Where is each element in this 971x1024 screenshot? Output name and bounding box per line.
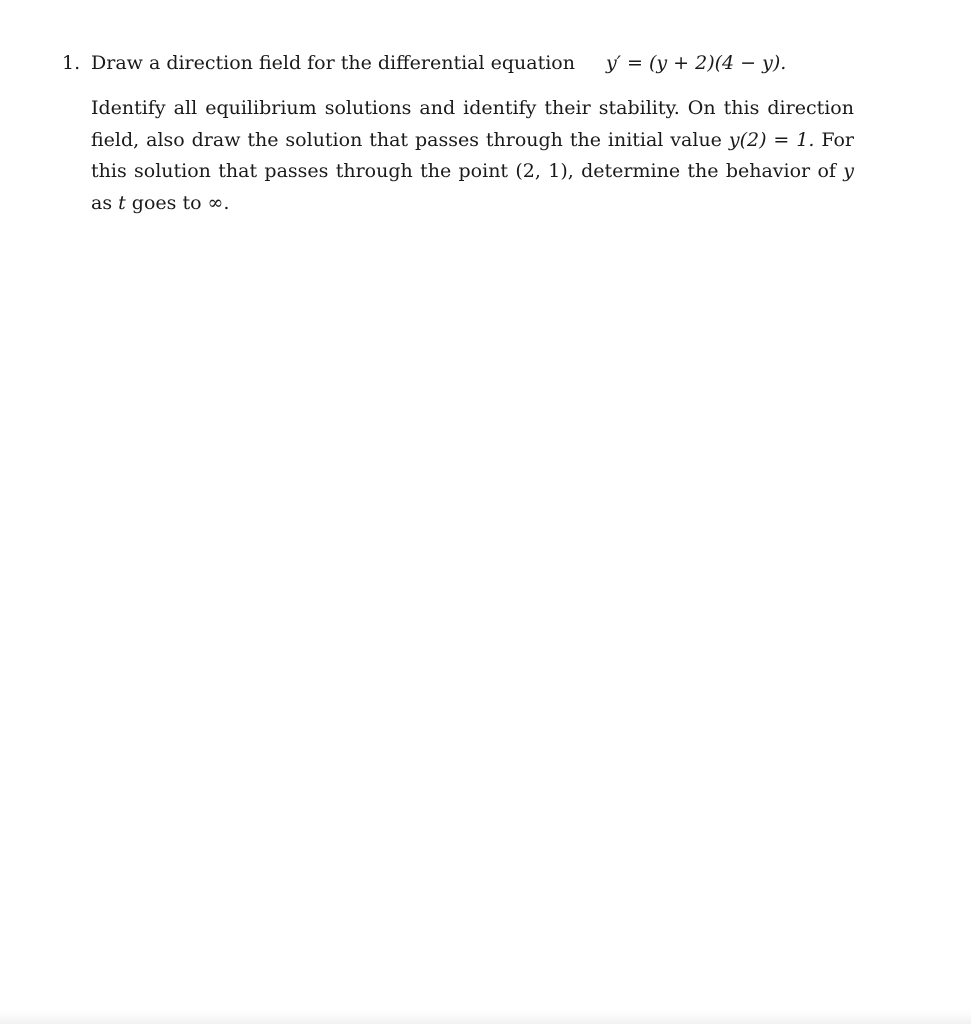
differential-equation (606, 52, 786, 74)
problem-1 (62, 52, 862, 219)
page-bottom-edge (0, 1010, 971, 1024)
body-sentence-1: Identify all equilibrium solutions and identify their stability. (91, 97, 688, 119)
body-sentence-3c: goes to ∞. (125, 191, 230, 214)
problem-header-line (62, 52, 862, 80)
problem-body (91, 93, 854, 219)
problem-number: 1. (62, 52, 81, 74)
body-sentence-3b: as (91, 191, 119, 214)
problem-lead-text: Draw a direction field for the differential equation (91, 52, 575, 74)
equation-text: y′ = (y + 2)(4 − y). (605, 52, 787, 74)
body-sentence-3a: For this solution that passes through the point (2, 1), determine the behavior of (91, 128, 854, 182)
variable-y: y (843, 160, 854, 182)
variable-t: t (118, 191, 126, 214)
body-sentence-2: On this direction field, also draw the solution that passes through the initial value (91, 97, 854, 151)
initial-value: y(2) = 1. (728, 128, 815, 151)
